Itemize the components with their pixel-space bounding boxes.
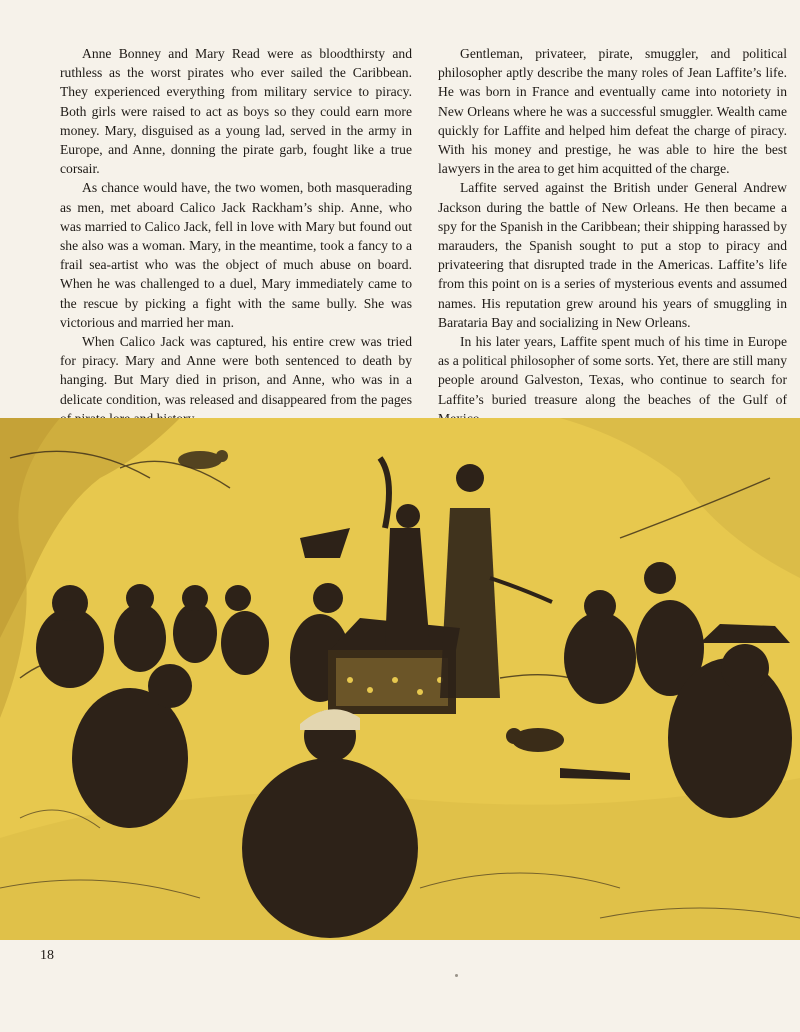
paragraph: When Calico Jack was captured, his entire crew was tried for piracy. Mary and Anne were both sentenced to death by hanging. But Mary died in prison, and Anne, who was in a delicate condition, was released and disappeared from the pages: [60, 334, 412, 407]
page-number: 18: [40, 948, 54, 963]
paragraph: Laffite served against the British under General Andrew Jackson during the battle of New Orleans. He then became a spy for the Spanish in the Caribbean; their shipping harassed by marauders, the Spanish sought to put a stop to piracy and privateering that disrupted trade in the Americas. Laffite’s life from this point on is a series of mysterious events and assumed names. His reputation grew around his years of smuggling in Barataria Bay and socializing in New Orleans.: [438, 180, 787, 330]
left-text-column: [60, 44, 412, 428]
paper-speck: [455, 974, 458, 977]
paragraph: Gentleman, privateer, pirate, smuggler, and political philosopher aptly describe the many roles of Jean Laffite’s life. He was born in France and eventually came into notoriety in New Orleans where he was a successful smuggler. Wealth came quickly for Laffite and helped him defeat the charge of piracy. With his money and prestige, he was able to hire the best lawyers in the area to get him acquitted of the charge.: [438, 46, 787, 177]
pirates-dividing-treasure-drawing: [0, 418, 800, 940]
pirate-treasure-illustration: [0, 418, 800, 940]
paragraph: Anne Bonney and Mary Read were as bloodthirsty and ruthless as the worst pirates who ever sailed the Caribbean. They experienced everything from military service to piracy. Both girls were raised to act as boys so they could earn more money. Mary, disguised as a young lad, served in the army in Europe, and Anne, donning the pirate garb, fought like a true corsair.: [60, 46, 412, 177]
paragraph: As chance would have, the two women, both masquerading as men, met aboard Calico Jack Rackham’s ship. Anne, who was married to Calico Jack, fell in love with Mary but found out she also was a woman. Mary, in the meantime, took a fancy to a frail sea-artist who was the object of much abuse on board. When he was challenged to a duel, Mary immediately came to the rescue by picking a fight with the same bully. She was victorious and married her man.: [60, 180, 412, 330]
right-text-column: [438, 44, 787, 428]
paragraph: In his later years, Laffite spent much of his time in Europe as a political philosopher of some sorts. Yet, there are still many people around Galveston, Texas, who continue to search for Laffite’s buried treasure along the beaches of the Gulf of: [438, 334, 787, 407]
